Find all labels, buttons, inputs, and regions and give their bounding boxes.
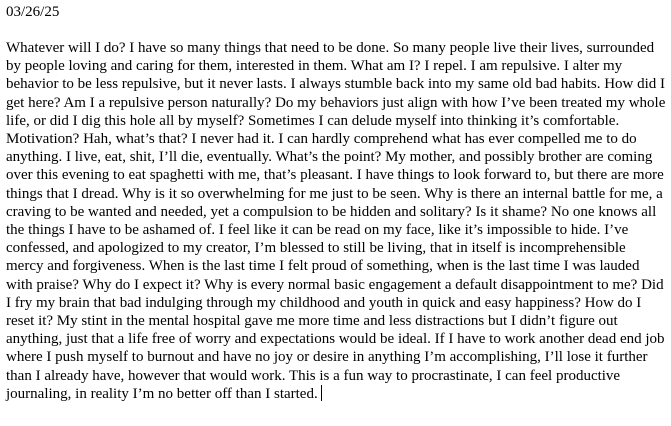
journal-entry-body: Whatever will I do? I have so many things that need to be done. So many people live their lives, surrounded by people loving and caring for them, interested in them. What am I? I repel. I am repulsive. I alter my behavior to be less repulsive, but it never lasts. I always stumble back into my same old bad habits. How did I get here? Am I a repulsive person naturally? Do my behaviors just align with how I’ve been treated my whole life, or did I dig this hole all by myself? Sometimes I can delude myself into thinking it’s comfortable. Motivation? Hah, what’s that? I never had it. I can hardly comprehend what has ever compelled me to do anything. I live, eat, shit, I’ll die, eventually. What’s the point? My mother, and possibly brother are coming over this evening to eat spaghetti with me, that’s pleasant. I have things to look forward to, but there are more things that I dread. Why is it so overwhelming for me just to be seen. Why is there an internal battle for me, a craving to be wanted and needed, yet a compulsion to be hidden and solitary? Is it shame? No one knows all the things I have to be ashamed of. I feel like it can be read on my face, like it’s impossible to hide. I’ve confessed, and apologized to my creator, I’m blessed to still be living, that in itself is incomprehensible mercy and forgiveness. When is the last time I felt proud of something, when is the last time I was lauded with praise? Why do I expect it? Why is every normal basic engagement a default disappointment to me? Did I fry my brain that bad indulging through my childhood and youth in quick and easy happiness? How do I reset it? My stint in the mental hospital gave me more time and less distractions but I didn’t figure out anything, just that a life free of worry and expectations would be ideal. If I have to work another dead end job where I push myself to burnout and have no joy or desire in anything I’m accomplishing, I’ll lose it further than I already have, however that would work. This is a fun way to procrastinate, I can feel productive journaling, in reality I’m no better off than I started. (6, 40, 666, 402)
journal-entry-text[interactable] (6, 39, 666, 403)
entry-date: 03/26/25 (6, 4, 60, 20)
text-cursor (321, 385, 322, 401)
journal-document[interactable] (6, 3, 666, 403)
